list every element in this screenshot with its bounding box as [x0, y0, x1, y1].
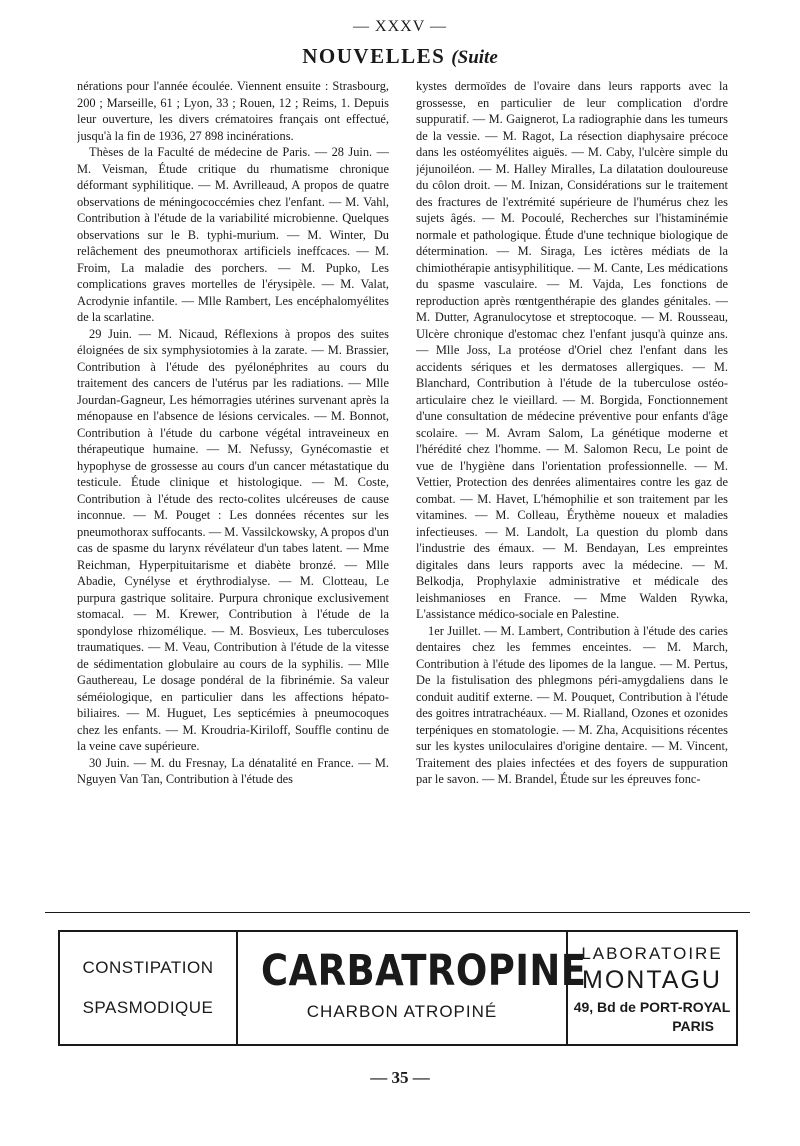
section-suffix: (Suite: [451, 47, 498, 68]
paragraph: Thèses de la Faculté de médecine de Paris. — 28 Juin. — M. Veisman, Étude critique du rhumatisme chronique déformant syphilitique. — M. Avrilleaud, A propos de quatre observations de méningococcémies chez l'enfant. — M. Vahl, Contribution à l'étude de la variabilité microbienne. Quelques observations sur le B. typhi-murium. — M. Winter, Du relâchement des pneumothorax artificiels ineffcaces. — M. Froim, La maladie des porchers. — M. Pupko, Les complications graves mortelles de l'érysipèle. — M. Valat, Acrodynie infantile. — Mlle Rambert, Les encéphalomyélites de la scarlatine.: [77, 145, 389, 324]
ad-indication-line2: SPASMODIQUE: [82, 998, 214, 1017]
advertisement-box: [58, 930, 738, 1046]
paragraph: 1er Juillet. — M. Lambert, Contribution à l'étude des caries dentaires chez les femmes enceintes. — M. March, Contribution à l'étude des lipomes de la langue. — M. Pertus, De la fistulisation des phlegmons péri-amygdaliens dans le conduit auditif externe. — M. Pouquet, Contribution à l'étude des goitres intratrachéaux. — M. Rialland, Ozones et ozonides terpéniques en stomatologie. — M. Zha, Acquisitions récentes sur les kystes uniloculaires d'origine dentaire. — M. Vincent, Traitement des plaies infectées et des foyers de suppuration par le savon. — M. Brandel, Étude sur les épreuves fonc-: [416, 623, 728, 786]
ad-lab-city: PARIS: [672, 1018, 714, 1034]
ad-product-subtitle: CHARBON ATROPINÉ: [306, 1002, 498, 1021]
section-divider: [45, 912, 750, 913]
right-column: [416, 78, 728, 893]
ad-indication-line1: CONSTIPATION: [82, 958, 214, 977]
ad-lab-line2: MONTAGU: [582, 966, 722, 994]
ad-product: [236, 932, 587, 1044]
paragraph: 30 Juin. — M. du Fresnay, La dénatalité en France. — M. Nguyen Van Tan, Contribution à l'étude des: [77, 755, 389, 786]
article-body: [77, 78, 728, 893]
page-roman-numeral: — XXXV —: [353, 18, 447, 35]
ad-lab-line1: LABORATOIRE: [581, 944, 723, 963]
ad-lab-address: 49, Bd de PORT-ROYAL: [573, 999, 731, 1015]
paragraph: nérations pour l'année écoulée. Viennent ensuite : Strasbourg, 200 ; Marseille, 61 ; Lyon, 33 ; Rouen, 12 ; Reims, 1. Depuis leur ouverture, les divers crématoires français ont effectué, jusqu'à la fin de 1936, 27 898 incinérations.: [77, 79, 389, 143]
section-header: [0, 44, 800, 69]
ad-brand-name: CARBATROPINE: [260, 946, 587, 996]
ad-indication: [60, 932, 236, 1044]
ad-laboratory: [568, 932, 736, 1044]
page-number: — 35 —: [370, 1068, 430, 1087]
paragraph: kystes dermoïdes de l'ovaire dans leurs rapports avec la grossesse, en particulier de leur complication d'ordre suppuratif. — M. Gaignerot, La radiographie dans les tumeurs de la vessie. — M. Ragot, La résection diaphysaire précoce dans les ostéomyélites aiguës. — M. Caby, l'ulcère simple du jéjunoiléon. — M. Halley Miralles, La dilatation douloureuse du côlon droit. — M. Inizan, Considérations sur le traitement des fractures de l'extrémité supérieure de l'humérus chez les sujets âgés. — M. Pocoulé, Recherches sur l'histaminémie normale et pathologique. Étude d'une technique biologique de détermination. — M. Siraga, Les ictères médiats de la chimiothérapie antisyphilitique. — M. Cante, Les médications du spasme vasculaire. — M. Vajda, Les fonctions de reproduction après rœntgenthérapie des glandes génitales. — M. Dutter, Agranulocytose et streptocoque. — M. Rousseau, Ulcère chronique d'estomac chez l'enfant jusqu'à quinze ans. — Mlle Joss, La protéose d'Oriel chez l'enfant dans les accidents sériques et les dermatoses allergiques. — M. Blanchard, Contribution à l'étude de la tuberculose ostéo-articulaire chez le vieillard. — M. Borgida, Fonctionnement d'une consultation de médecine préventive pour enfants d'âge scolaire. — M. Avram Salom, La génétique moderne et l'hérédité chez l'homme. — M. Salomon Recu, Le point de vue de l'hygiène dans l'orientation professionnelle. — M. Vettier, Protection des denrées alimentaires contre les gaz de combat. — M. Havet, L'hémophilie et son traitement par les vitamines. — M. Colleau, Érythème noueux et maladies infectieuses. — M. Landolt, La question du plomb dans l'industrie des émaux. — M. Bendayan, Les empreintes digitales dans leurs rapports avec la médecine. — M. Belkodja, Prophylaxie administrative et médicale des leishmanioses en France. — Mme Walden Rywka, L'assistance médico-sociale en Palestine.: [416, 79, 728, 621]
paragraph: 29 Juin. — M. Nicaud, Réflexions à propos des suites éloignées de six symphysiotomies à la zarate. — M. Brassier, Contribution à l'étude des pyélonéphrites au cours du traitement des cancers de l'utérus par les radiations. — Mlle Jourdan-Gagneur, Les hémorragies utérines survenant après la ménopause en l'absence de lésions cervicales. — M. Bonnot, Contribution à l'étude du carbone végétal intraveineux en thérapeutique humaine. — M. Nefussy, Gynécomastie et hypophyse de grossesse au cours d'un cancer métastatique du testicule. Étude clinique et histologique. — M. Coste, Contribution à l'étude des recto-colites ulcéreuses de cause inconnue. — M. Pouget : Les données récentes sur les pneumothorax suffocants. — M. Vassilckowsky, A propos d'un cas de spasme du larynx révélateur d'un tabes latent. — Mme Reichman, Hyperpituitarisme et diabète bronzé. — Mlle Abadie, Cynélyse et érythrodialyse. — M. Clotteau, Le purpura gastrique solitaire. Purpura chronique exclusivement stomacal. — M. Krewer, Contribution à l'étude de la spondylose rhizomélique. — M. Bosvieux, Les tuberculoses traumatiques. — M. Veau, Contribution à l'étude de la vitesse de sédimentation globulaire au cours de la syphilis. — Mlle Gauthereau, Le dosage pondéral de la fibrinémie. Sa valeur séméiologique, en particulier dans les affections hépato-biliaires. — M. Huguet, Les septicémies à pneumocoques chez les enfants. — M. Kroudria-Kiriloff, Souffle continu de la veine cave supérieure.: [77, 326, 389, 753]
left-column: [77, 78, 389, 893]
section-title: NOUVELLES: [302, 44, 446, 68]
